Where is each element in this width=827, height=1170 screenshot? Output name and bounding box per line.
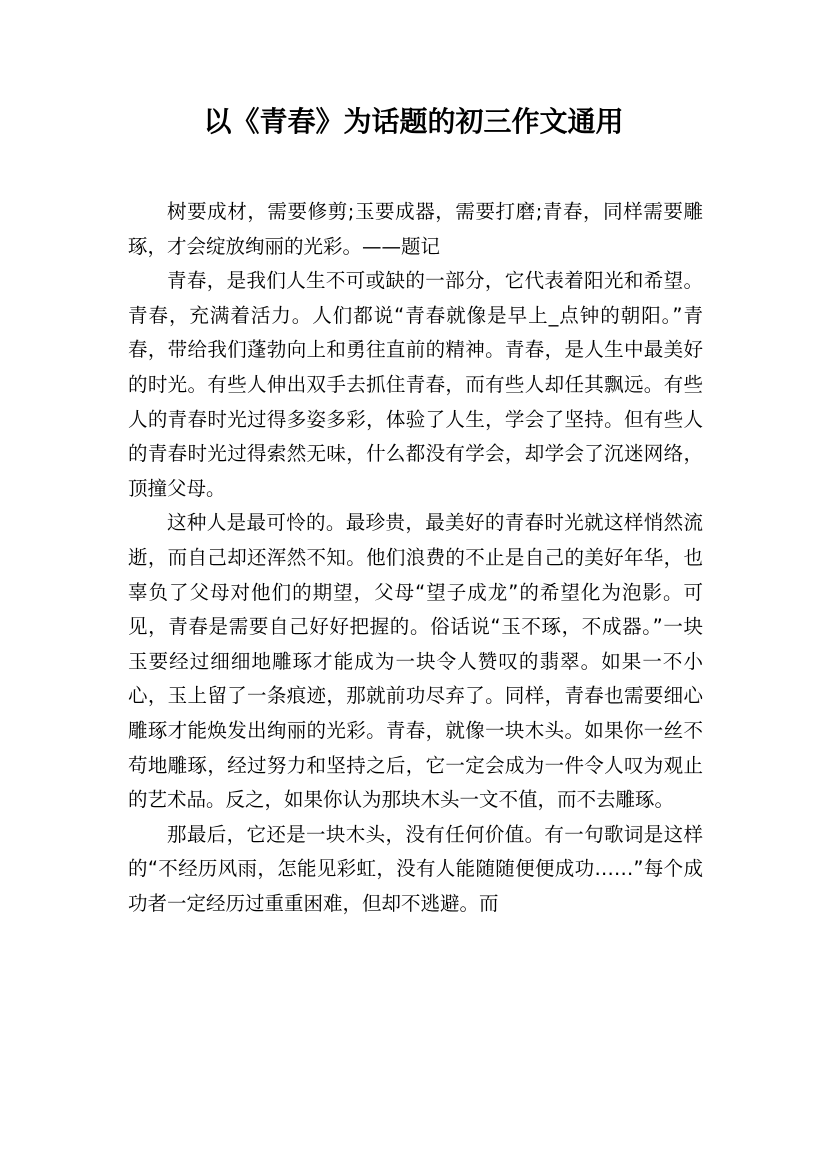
document-body <box>128 195 703 921</box>
paragraph-3: 那最后，它还是一块木头，没有任何价值。有一句歌词是这样的“不经历风雨，怎能见彩虹，没有人能随随便便成功……”每个成功者一定经历过重重困难，但却不逃避。而 <box>128 822 703 915</box>
paragraph-1: 青春，是我们人生不可或缺的一部分，它代表着阳光和希望。青春，充满着活力。人们都说“青春就像是早上_点钟的朝阳。”青春，带给我们蓬勃向上和勇往直前的精神。青春，是人生中最美好的时光。有些人伸出双手去抓住青春，而有些人却任其飘远。有些人的青春时光过得多姿多彩，体验了人生，学会了坚持。但有些人的青春时光过得索然无味，什么都没有学会，却学会了沉迷网络，顶撞父母。 <box>128 269 703 500</box>
document-title: 以《青春》为话题的初三作文通用 <box>203 105 624 138</box>
paragraph-epigraph: 树要成材，需要修剪;玉要成器，需要打磨;青春，同样需要雕琢，才会绽放绚丽的光彩。——题记 <box>128 200 703 258</box>
paragraph-2: 这种人是最可怜的。最珍贵，最美好的青春时光就这样悄然流逝，而自己却还浑然不知。他们浪费的不止是自己的美好年华，也辜负了父母对他们的期望，父母“望子成龙”的希望化为泡影。可见，青春是需要自己好好把握的。俗话说“玉不琢，不成器。”一块玉要经过细细地雕琢才能成为一块令人赞叹的翡翠。如果一不小心，玉上留了一条痕迹，那就前功尽弃了。同样，青春也需要细心雕琢才能焕发出绚丽的光彩。青春，就像一块木头。如果你一丝不苟地雕琢，经过努力和坚持之后，它一定会成为一件令人叹为观止的艺术品。反之，如果你认为那块木头一文不值，而不去雕琢。 <box>128 511 703 812</box>
